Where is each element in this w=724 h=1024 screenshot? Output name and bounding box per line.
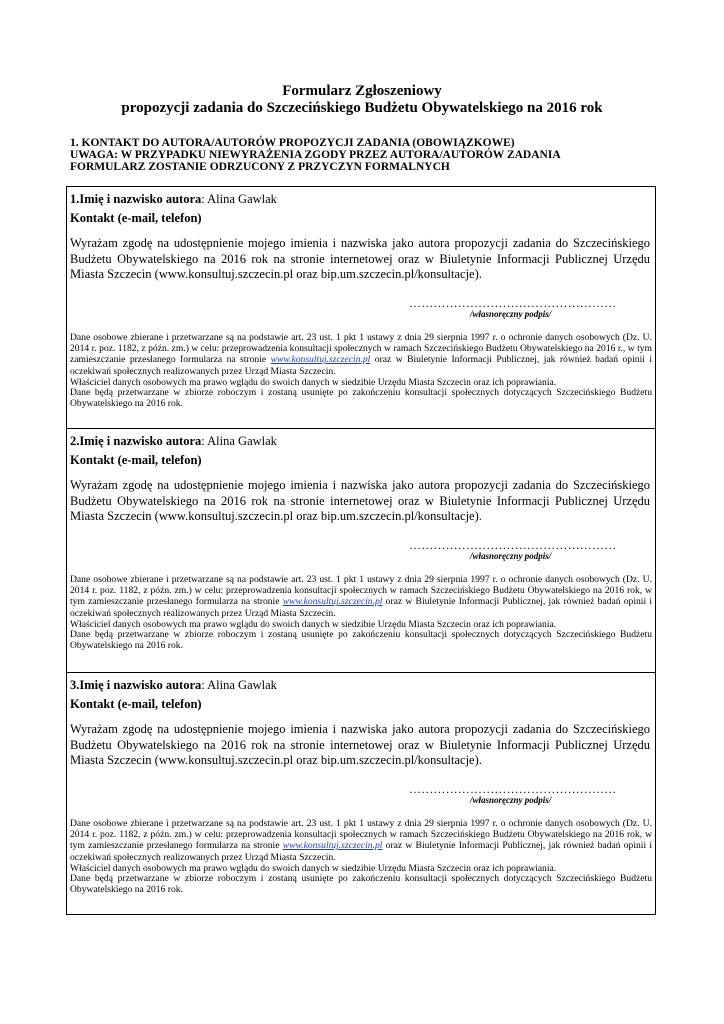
consent-statement: Wyrażam zgodę na udostępnienie mojego imienia i nazwiska jako autora propozycji zadania do Szczecińskiego Budżetu Obywatelskiego na 2016 rok na stronie internetowej oraz w Biuletynie Informacji Publicznej Urzędu Miasta Szczecin (www.konsultuj.szczecin.pl oraz bip.um.szczecin.pl/konsultacje).	[70, 236, 650, 282]
author-contact-table	[66, 186, 656, 915]
data-retention-note: Dane będą przetwarzane w zbiorze roboczym i zostaną usunięte po zakończeniu konsultacji społecznych dotyczących Szczecińskiego Budżetu Obywatelskiego na 2016 rok.	[70, 873, 652, 896]
section-heading: 1. KONTAKT DO AUTORA/AUTORÓW PROPOZYCJI ZADANIA (OBOWIĄZKOWE)	[70, 137, 515, 149]
owner-rights-note: Właściciel danych osobowych ma prawo wglądu do swoich danych w siedzibie Urzędu Miasta Szczecin oraz ich poprawiania.	[70, 618, 557, 630]
konsultuj-link[interactable]: www.konsultuj.szczecin.pl	[270, 354, 371, 366]
warning-line-1: UWAGA: W PRZYPADKU NIEWYRAŻENIA ZGODY PRZEZ AUTORA/AUTORÓW ZADANIA	[70, 149, 561, 161]
author-name-value[interactable]: : Alina Gawlak	[201, 678, 277, 692]
owner-rights-note: Właściciel danych osobowych ma prawo wglądu do swoich danych w siedzibie Urzędu Miasta Szczecin oraz ich poprawiania.	[70, 376, 557, 388]
author-name-line	[70, 434, 277, 449]
data-retention-note: Dane będą przetwarzane w zbiorze roboczym i zostaną usunięte po zakończeniu konsultacji społecznych dotyczących Szczecińskiego Budżetu Obywatelskiego na 2016 rok.	[70, 387, 652, 410]
consent-statement: Wyrażam zgodę na udostępnienie mojego imienia i nazwiska jako autora propozycji zadania do Szczecińskiego Budżetu Obywatelskiego na 2016 rok na stronie internetowej oraz w Biuletynie Informacji Publicznej Urzędu Miasta Szczecin (www.konsultuj.szczecin.pl oraz bip.um.szczecin.pl/konsultacje).	[70, 478, 650, 524]
contact-label[interactable]: Kontakt (e-mail, telefon)	[70, 453, 202, 467]
contact-label[interactable]: Kontakt (e-mail, telefon)	[70, 211, 202, 225]
signature-line[interactable]: ……………………………………………	[409, 538, 617, 552]
warning-line-2: FORMULARZ ZOSTANIE ODRZUCONY Z PRZYCZYN FORMALNYCH	[70, 161, 450, 173]
data-retention-note: Dane będą przetwarzane w zbiorze roboczym i zostaną usunięte po zakończeniu konsultacji społecznych dotyczących Szczecińskiego Budżetu Obywatelskiego na 2016 rok.	[70, 629, 652, 652]
konsultuj-link[interactable]: www.konsultuj.szczecin.pl	[282, 840, 383, 852]
data-protection-notice: Dane osobowe zbierane i przetwarzane są na podstawie art. 23 ust. 1 pkt 1 ustawy z dnia 29 sierpnia 1997 r. o ochronie danych osobowych (Dz. U. 2014 r. poz. 1182, z późn. zm.) w celu: przeprowadzenia konsultacji społecznych w ramach Szczecińskiego Budżetu Obywatelskiego na 2016 r., w tym zamieszczanie przesłanego formularza na stronie www.konsultuj.szczecin.pl oraz w Biuletynie Informacji Publicznej, jak również badań opinii i oczekiwań społecznych realizowanych przez Urząd Miasta Szczecin. Właściciel danych osobowych ma prawo wglądu do swoich danych w siedzibie Urzędu Miasta Szczecin oraz ich poprawiania.	[70, 332, 652, 388]
signature-line[interactable]: ……………………………………………	[409, 782, 617, 796]
author-name-value[interactable]: : Alina Gawlak	[201, 434, 277, 448]
author-name-label: 2.Imię i nazwisko autora	[70, 434, 202, 448]
author-name-line	[70, 678, 277, 693]
konsultuj-link[interactable]: www.konsultuj.szczecin.pl	[282, 596, 383, 608]
author-name-label: 3.Imię i nazwisko autora	[70, 678, 202, 692]
signature-caption: /własnoręczny podpis/	[470, 309, 552, 319]
contact-label[interactable]: Kontakt (e-mail, telefon)	[70, 697, 202, 711]
consent-statement: Wyrażam zgodę na udostępnienie mojego imienia i nazwiska jako autora propozycji zadania do Szczecińskiego Budżetu Obywatelskiego na 2016 rok na stronie internetowej oraz w Biuletynie Informacji Publicznej Urzędu Miasta Szczecin (www.konsultuj.szczecin.pl oraz bip.um.szczecin.pl/konsultacje).	[70, 722, 650, 768]
author-name-value[interactable]: : Alina Gawlak	[201, 192, 277, 206]
signature-line[interactable]: ……………………………………………	[409, 296, 617, 310]
author-name-label: 1.Imię i nazwisko autora	[70, 192, 202, 206]
data-protection-notice: Dane osobowe zbierane i przetwarzane są na podstawie art. 23 ust. 1 pkt 1 ustawy z dnia 29 sierpnia 1997 r. o ochronie danych osobowych (Dz. U. 2014 r. poz. 1182, z późn. zm.) w celu: przeprowadzenia konsultacji społecznych w ramach Szczecińskiego Budżetu Obywatelskiego na 2016 rok, w tym zamieszczanie przesłanego formularza na stronie www.konsultuj.szczecin.pl oraz w Biuletynie Informacji Publicznej, jak również badań opinii i oczekiwań społecznych realizowanych przez Urząd Miasta Szczecin. Właściciel danych osobowych ma prawo wglądu do swoich danych w siedzibie Urzędu Miasta Szczecin oraz ich poprawiania.	[70, 818, 652, 874]
signature-caption: /własnoręczny podpis/	[470, 551, 552, 561]
data-protection-notice: Dane osobowe zbierane i przetwarzane są na podstawie art. 23 ust. 1 pkt 1 ustawy z dnia 29 sierpnia 1997 r. o ochronie danych osobowych (Dz. U. 2014 r. poz. 1182, z późn. zm.) w celu: przeprowadzenia konsultacji społecznych w ramach Szczecińskiego Budżetu Obywatelskiego na 2016 rok, w tym zamieszczanie przesłanego formularza na stronie www.konsultuj.szczecin.pl oraz w Biuletynie Informacji Publicznej, jak również badań opinii i oczekiwań społecznych realizowanych przez Urząd Miasta Szczecin. Właściciel danych osobowych ma prawo wglądu do swoich danych w siedzibie Urzędu Miasta Szczecin oraz ich poprawiania.	[70, 574, 652, 630]
form-title: Formularz Zgłoszeniowy	[282, 83, 442, 99]
author-section-3	[67, 673, 655, 914]
signature-caption: /własnoręczny podpis/	[470, 795, 552, 805]
owner-rights-note: Właściciel danych osobowych ma prawo wglądu do swoich danych w siedzibie Urzędu Miasta Szczecin oraz ich poprawiania.	[70, 862, 557, 874]
author-section-2	[67, 429, 655, 673]
author-name-line	[70, 192, 277, 207]
author-section-1	[67, 187, 655, 428]
form-subtitle: propozycji zadania do Szczecińskiego Budżetu Obywatelskiego na 2016 rok	[121, 100, 603, 116]
